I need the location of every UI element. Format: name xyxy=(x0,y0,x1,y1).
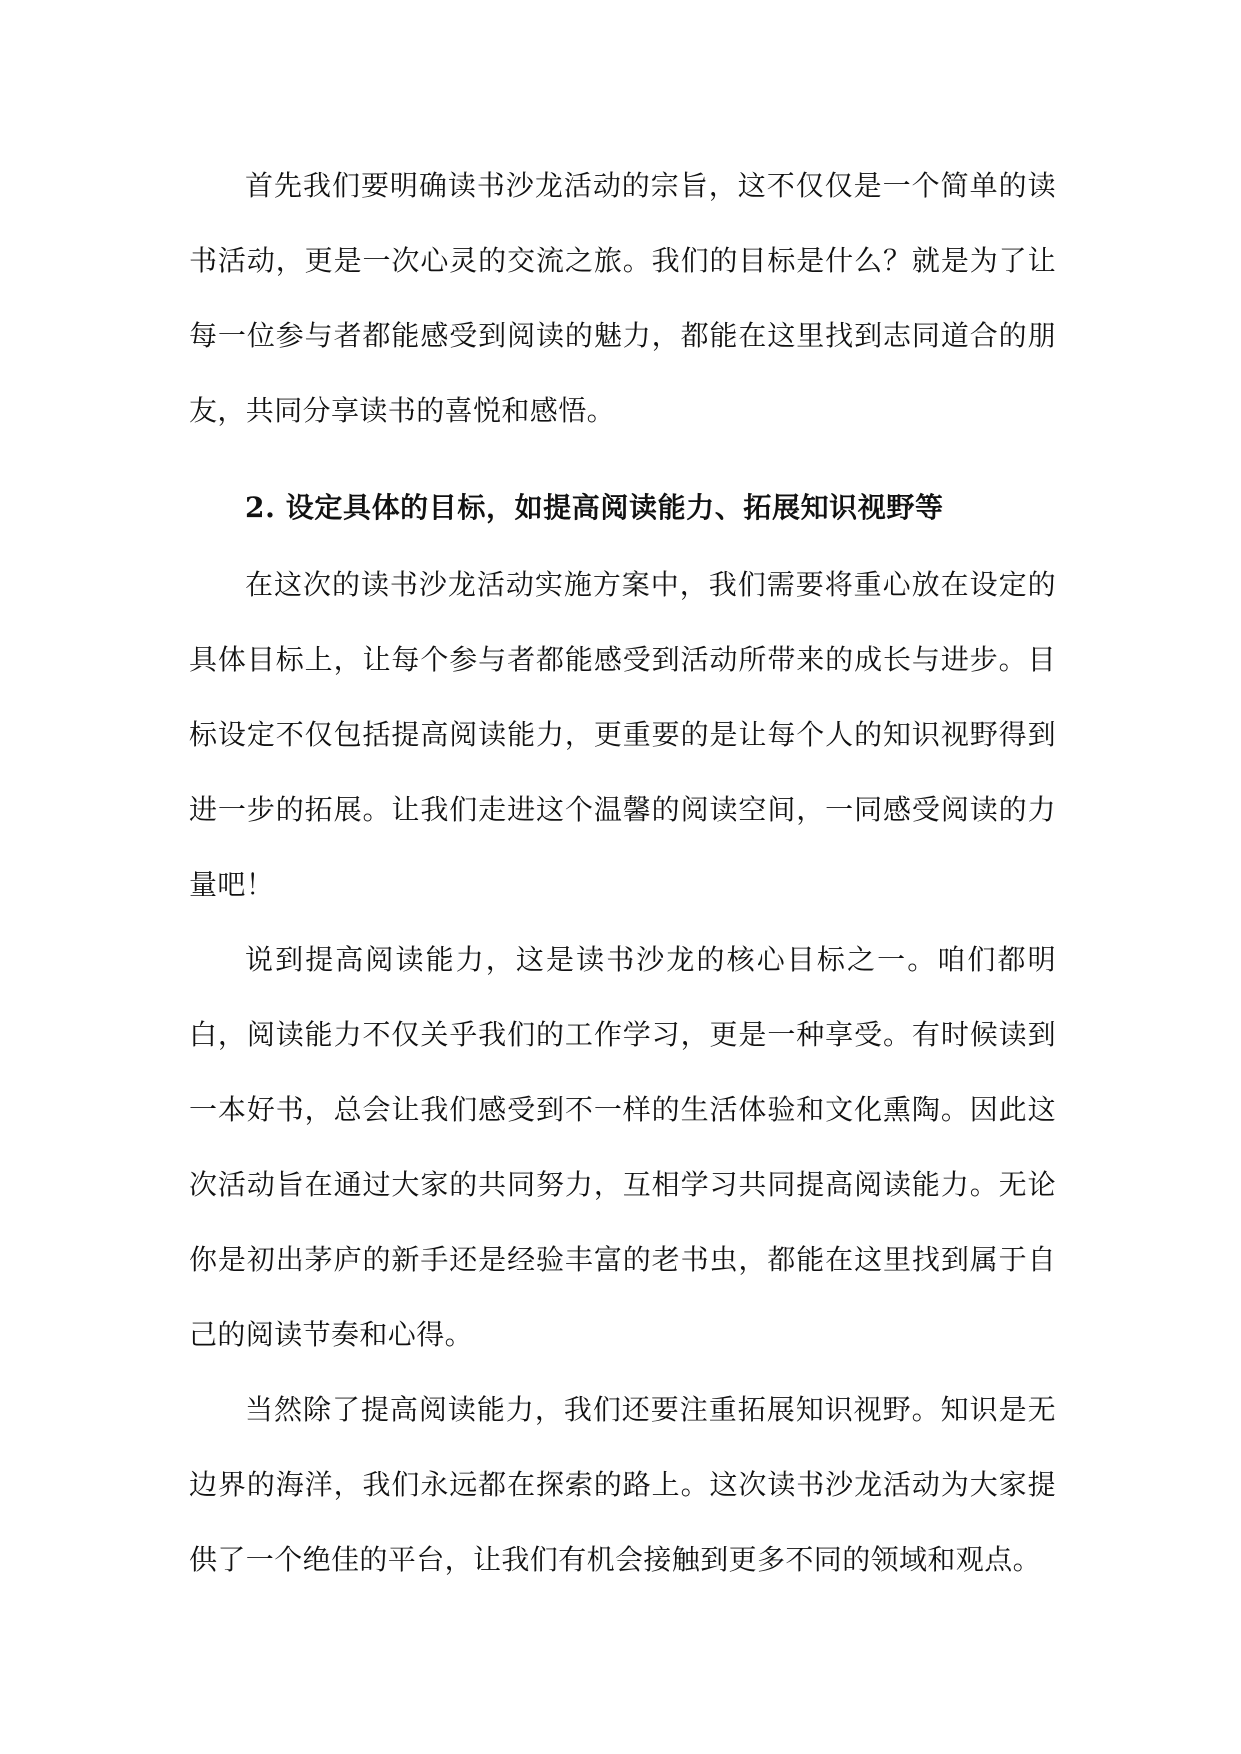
paragraph-purpose: 首先我们要明确读书沙龙活动的宗旨，这不仅仅是一个简单的读书活动，更是一次心灵的交流之旅。我们的目标是什么？就是为了让每一位参与者都能感受到阅读的魅力，都能在这里找到志同道合的朋友，共同分享读书的喜悦和感悟。 xyxy=(189,169,1056,427)
paragraph-knowledge-horizon: 当然除了提高阅读能力，我们还要注重拓展知识视野。知识是无边界的海洋，我们永远都在探索的路上。这次读书沙龙活动为大家提供了一个绝佳的平台，让我们有机会接触到更多不同的领域和观点。 xyxy=(189,1393,1056,1576)
paragraph-reading-ability: 说到提高阅读能力，这是读书沙龙的核心目标之一。咱们都明白，阅读能力不仅关乎我们的工作学习，更是一种享受。有时候读到一本好书，总会让我们感受到不一样的生活体验和文化熏陶。因此这次活动旨在通过大家的共同努力，互相学习共同提高阅读能力。无论你是初出茅庐的新手还是经验丰富的老书虫，都能在这里找到属于自己的阅读节奏和心得。 xyxy=(189,943,1056,1351)
document-body xyxy=(189,148,1056,1597)
section-heading-goals: 2. 设定具体的目标，如提高阅读能力、拓展知识视野等 xyxy=(245,491,944,524)
paragraph-specific-goals: 在这次的读书沙龙活动实施方案中，我们需要将重心放在设定的具体目标上，让每个参与者都能感受到活动所带来的成长与进步。目标设定不仅包括提高阅读能力，更重要的是让每个人的知识视野得到进一步的拓展。让我们走进这个温馨的阅读空间，一同感受阅读的力量吧！ xyxy=(189,568,1056,901)
